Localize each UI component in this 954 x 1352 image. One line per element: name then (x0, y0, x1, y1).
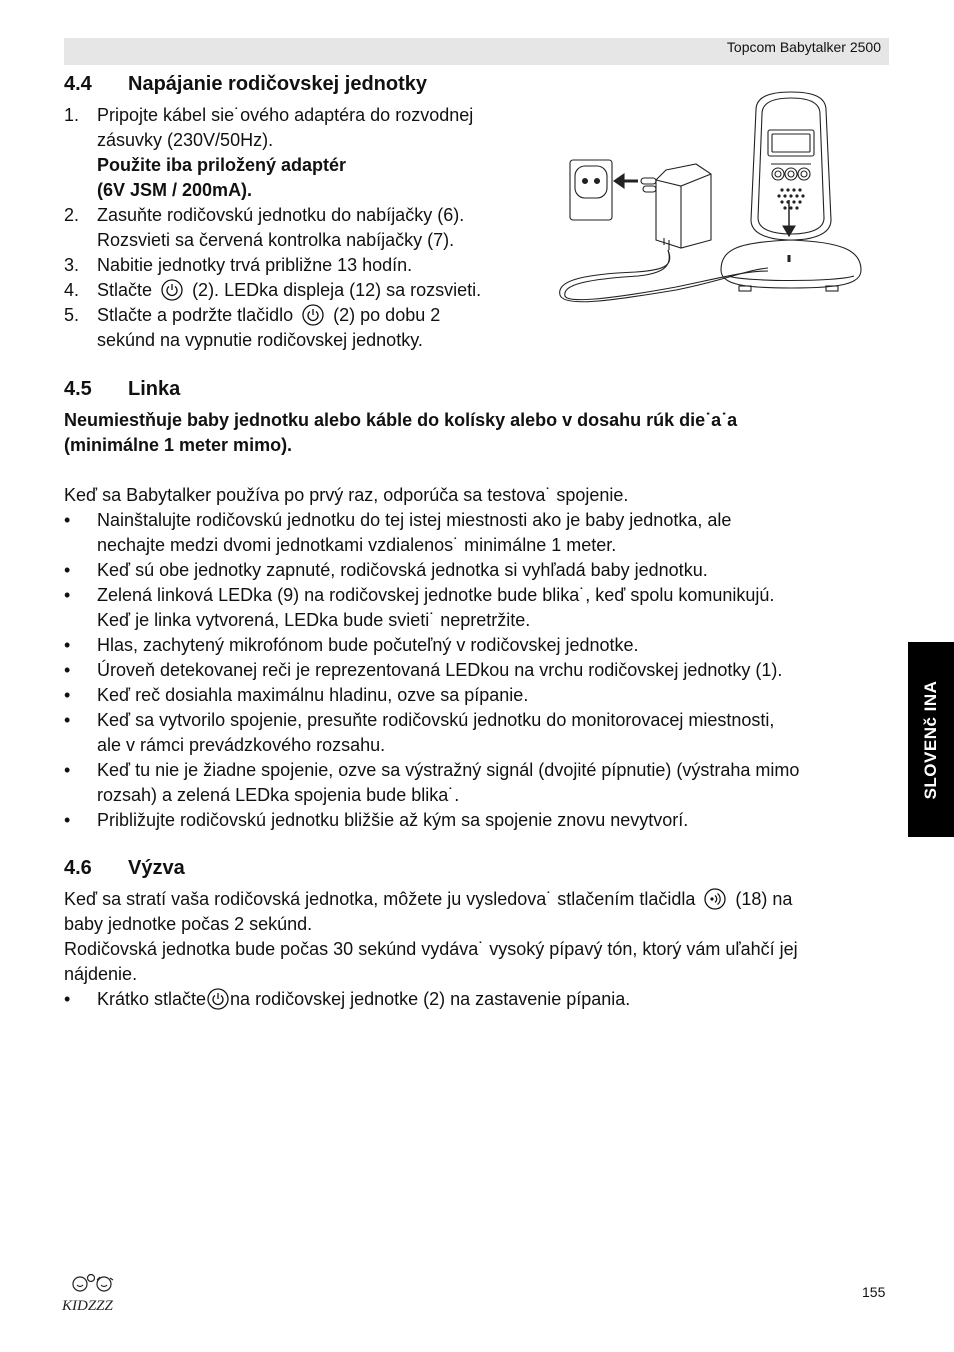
charger-illustration (556, 90, 866, 312)
bullet-mark: • (64, 560, 71, 580)
list-text: Zasuňte rodičovskú jednotku do nabíjačky (6). (97, 205, 465, 225)
section-number: 4.5 (64, 378, 92, 400)
list-text: zásuvky (230V/50Hz). (97, 130, 274, 150)
bullet-text: Keď tu nie je žiadne spojenie, ozve sa výstražný signál (dvojité pípnutie) (výstraha mimo (97, 760, 800, 780)
bullet-text: rozsah) a zelená LEDka spojenia bude blika˙. (97, 785, 460, 805)
section-title: Napájanie rodičovskej jednotky (128, 73, 427, 95)
paragraph: Rodičovská jednotka bude počas 30 sekúnd vydáva˙ vysoký pípavý tón, ktorý vám uľahčí jej (64, 939, 798, 959)
list-text: Nabitie jednotky trvá približne 13 hodín. (97, 255, 413, 275)
list-number: 3. (64, 255, 80, 275)
bullet-text-after: na rodičovskej jednotke (2) na zastavenie pípania. (230, 989, 631, 1009)
bullet-text (97, 987, 630, 1012)
bullet-mark: • (64, 510, 71, 530)
list-text: Pripojte kábel sie˙ového adaptéra do rozvodnej (97, 105, 474, 125)
bullet-text: nechajte medzi dvomi jednotkami vzdialenos˙ minimálne 1 meter. (97, 535, 617, 555)
bullet-mark: • (64, 635, 71, 655)
paragraph (64, 887, 792, 912)
intro-paragraph: Keď sa Babytalker používa po prvý raz, odporúča sa testova˙ spojenie. (64, 485, 629, 505)
power-icon (302, 304, 324, 326)
note-text: (6V JSM / 200mA). (97, 180, 253, 200)
list-number: 2. (64, 205, 80, 225)
header-bar (64, 38, 889, 65)
paging-icon (704, 888, 726, 910)
bullet-mark: • (64, 760, 71, 780)
list-number: 4. (64, 280, 80, 300)
language-tab (908, 642, 954, 837)
language-tab-label: SLOVENč INA (921, 680, 940, 799)
section-heading-4-5 (64, 377, 180, 401)
bullet-mark: • (64, 989, 71, 1009)
bullet-text: Keď reč dosiahla maximálnu hladinu, ozve sa pípanie. (97, 685, 529, 705)
note-text: Použite iba priložený adaptér (97, 155, 347, 175)
wall-socket-icon (570, 160, 612, 220)
bullet-mark: • (64, 585, 71, 605)
paragraph-text: (18) na (735, 889, 793, 909)
header-title: Topcom Babytalker 2500 (726, 39, 881, 55)
bullet-mark: • (64, 710, 71, 730)
section-title: Linka (128, 378, 181, 400)
bullet-mark: • (64, 660, 71, 680)
list-text-before: Stlačte (97, 280, 153, 300)
list-text: sekúnd na vypnutie rodičovskej jednotky. (97, 330, 423, 350)
section-title: Výzva (128, 857, 185, 879)
bullet-mark: • (64, 810, 71, 830)
bullet-text: Keď sú obe jednotky zapnuté, rodičovská jednotka si vyhľadá baby jednotku. (97, 560, 708, 580)
page-number: 155 (862, 1284, 886, 1300)
list-text-before: Stlačte a podržte tlačidlo (97, 305, 294, 325)
power-icon (207, 988, 229, 1010)
section-number: 4.4 (64, 73, 92, 95)
warning-text: (minimálne 1 meter mimo). (64, 435, 293, 455)
bullet-text: Hlas, zachytený mikrofónom bude počuteľný v rodičovskej jednotke. (97, 635, 639, 655)
list-text-after: (2). LEDka displeja (12) sa rozsvieti. (192, 280, 482, 300)
list-text (97, 278, 481, 303)
bullet-text: Keď je linka vytvorená, LEDka bude svieti˙ nepretržite. (97, 610, 531, 630)
kidzzz-logo (60, 1270, 132, 1314)
bullet-text: Zelená linková LEDka (9) na rodičovskej jednotke bude blika˙, keď spolu komunikujú. (97, 585, 775, 605)
paragraph: baby jednotke počas 2 sekúnd. (64, 914, 313, 934)
bullet-text: ale v rámci prevádzkového rozsahu. (97, 735, 386, 755)
list-text (97, 303, 440, 328)
power-icon (161, 279, 183, 301)
list-text: Rozsvieti sa červená kontrolka nabíjačky (7). (97, 230, 455, 250)
list-number: 5. (64, 305, 80, 325)
bullet-text: Nainštalujte rodičovskú jednotku do tej istej miestnosti ako je baby jednotka, ale (97, 510, 732, 530)
bullet-text: Približujte rodičovskú jednotku bližšie až kým sa spojenie znovu nevytvorí. (97, 810, 689, 830)
logo-text: KIDZZZ (62, 1298, 113, 1314)
section-heading-4-6 (64, 856, 185, 880)
warning-text: Neumiestňuje baby jednotku alebo káble do kolísky alebo v dosahu rúk die˙a˙a (64, 410, 738, 430)
paragraph-text: Keď sa stratí vaša rodičovská jednotka, môžete ju vysledova˙ stlačením tlačidla (64, 889, 696, 909)
paragraph: nájdenie. (64, 964, 138, 984)
bullet-text: Keď sa vytvorilo spojenie, presuňte rodičovskú jednotku do monitorovacej miestnosti, (97, 710, 775, 730)
section-number: 4.6 (64, 857, 92, 879)
bullet-text: Úroveň detekovanej reči je reprezentovaná LEDkou na vrchu rodičovskej jednotky (1). (97, 660, 783, 680)
bullet-mark: • (64, 685, 71, 705)
list-number: 1. (64, 105, 80, 125)
list-text-after: (2) po dobu 2 (333, 305, 441, 325)
section-heading-4-4 (64, 72, 427, 96)
bullet-text-before: Krátko stlačte (97, 989, 207, 1009)
